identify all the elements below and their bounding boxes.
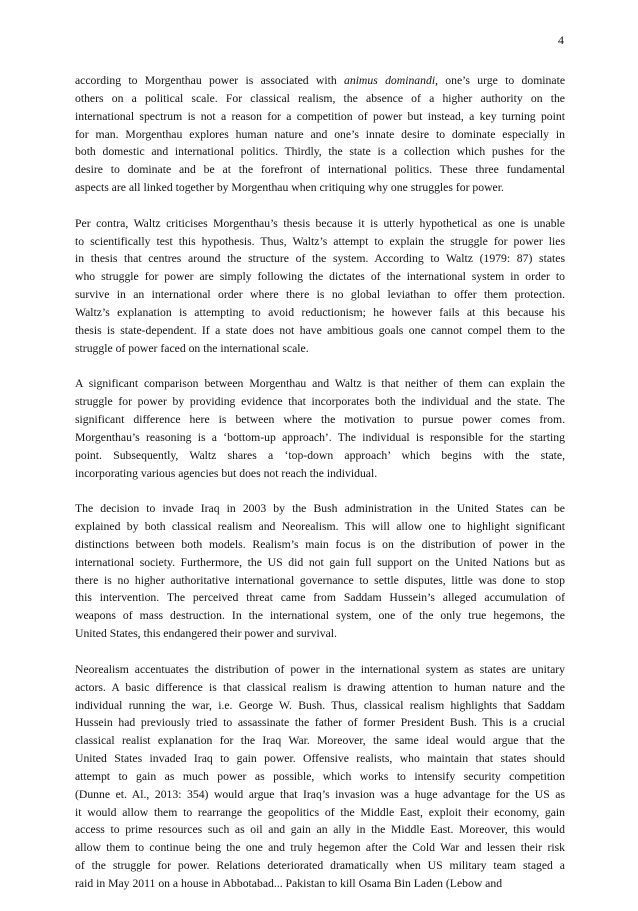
text-line bbox=[75, 572, 565, 590]
text-line bbox=[75, 161, 565, 179]
text-line bbox=[75, 250, 565, 268]
paragraph bbox=[75, 661, 565, 893]
text-segment: survive in an international order where there is no global leviathan to offer them protection. bbox=[75, 288, 565, 302]
text-segment: to scientifically test this hypothesis. Thus, Waltz’s attempt to explain the struggle for power lies bbox=[75, 234, 565, 248]
text-line bbox=[75, 839, 565, 857]
page-number: 4 bbox=[558, 33, 564, 47]
text-segment: international spectrum is not a reason for a competition of power but instead, a key turning point bbox=[75, 109, 565, 123]
text-line bbox=[75, 340, 565, 358]
text-line bbox=[75, 679, 565, 697]
text-line bbox=[75, 143, 565, 161]
text-segment: A significant comparison between Morgenthau and Waltz is that neither of them can explain the bbox=[75, 377, 565, 391]
text-segment: , one’s urge to dominate bbox=[435, 74, 566, 87]
text-segment: international society. Furthermore, the US did not gain full support on the United Nations but as bbox=[75, 555, 565, 569]
text-line bbox=[75, 90, 565, 108]
text-segment: others on a political scale. For classical realism, the absence of a higher authority on the bbox=[75, 91, 565, 105]
text-line bbox=[75, 750, 565, 768]
text-segment: access to prime resources such as oil and gain an ally in the Middle East. Moreover, this would bbox=[75, 823, 565, 837]
text-segment: who struggle for power are simply following the dictates of the international system in order to bbox=[75, 270, 565, 284]
text-line bbox=[75, 72, 565, 90]
text-line bbox=[75, 536, 565, 554]
text-line bbox=[75, 786, 565, 804]
text-line bbox=[75, 126, 565, 144]
text-line bbox=[75, 500, 565, 518]
text-line bbox=[75, 268, 565, 286]
text-line bbox=[75, 714, 565, 732]
text-line bbox=[75, 447, 565, 465]
text-line bbox=[75, 179, 565, 197]
text-line bbox=[75, 429, 565, 447]
paragraph bbox=[75, 215, 565, 358]
text-segment: of the struggle for power. Relations deteriorated dramatically when US military team staged a bbox=[75, 859, 565, 873]
text-line bbox=[75, 625, 565, 643]
text-segment: United States invaded Iraq to gain power. Offensive realists, who maintain that states should bbox=[75, 752, 565, 766]
text-segment: The decision to invade Iraq in 2003 by the Bush administration in the United States can be bbox=[75, 502, 565, 516]
text-segment: Waltz’s explanation is attempting to avoid reductionism; he however fails at this because his bbox=[75, 305, 565, 319]
text-segment: weapons of mass destruction. In the international system, one of the only true hegemons, the bbox=[75, 609, 565, 623]
paragraph bbox=[75, 375, 565, 482]
text-segment: there is no higher authoritative international governance to settle disputes, little was done to stop bbox=[75, 573, 565, 587]
text-line bbox=[75, 589, 565, 607]
text-segment: individual running the war, i.e. George W. Bush. Thus, classical realism highlights that Saddam bbox=[75, 698, 565, 712]
text-segment: United States, this endangered their power and survival. bbox=[75, 627, 337, 641]
text-segment: in thesis that centres around the structure of the system. According to Waltz (1979: 87) states bbox=[75, 252, 565, 266]
text-segment: according to Morgenthau power is associated with bbox=[75, 74, 344, 87]
text-line bbox=[75, 607, 565, 625]
text-line bbox=[75, 375, 565, 393]
text-segment: significant difference here is between where the motivation to pursue power comes from. bbox=[75, 413, 565, 427]
text-segment: Hussein had previously tried to assassinate the father of former President Bush. This is a crucial bbox=[75, 716, 565, 730]
text-line bbox=[75, 215, 565, 233]
text-line bbox=[75, 661, 565, 679]
text-line bbox=[75, 768, 565, 786]
text-segment: attempt to gain as much power as possible, which works to intensify security competition bbox=[75, 769, 565, 783]
text-line bbox=[75, 411, 565, 429]
text-segment: explained by both classical realism and Neorealism. This will allow one to highlight significant bbox=[75, 520, 565, 534]
text-segment: thesis is state-dependent. If a state does not have ambitious goals one cannot compel them to the bbox=[75, 323, 565, 337]
text-segment: point. Subsequently, Waltz shares a ‘top-down approach’ which begins with the state, bbox=[75, 448, 565, 462]
text-segment: Morgenthau’s reasoning is a ‘bottom-up approach’. The individual is responsible for the starting bbox=[75, 430, 565, 444]
text-segment: distinctions between both models. Realism’s main focus is on the distribution of power in the bbox=[75, 537, 565, 551]
text-segment: this intervention. The perceived threat came from Saddam Hussein’s alleged accumulation of bbox=[75, 591, 565, 605]
text-line bbox=[75, 465, 565, 483]
text-line bbox=[75, 732, 565, 750]
text-line bbox=[75, 875, 565, 893]
text-segment: aspects are all linked together by Morgenthau when critiquing why one struggles for power. bbox=[75, 181, 504, 195]
italic-term: animus dominandi bbox=[344, 74, 436, 87]
paragraph bbox=[75, 500, 565, 643]
paragraph bbox=[75, 72, 565, 197]
text-segment: it would allow them to rearrange the geopolitics of the Middle East, exploit their economy, gain bbox=[75, 805, 565, 819]
text-segment: allow them to continue being the one and truly hegemon after the Cold War and lessen their risk bbox=[75, 841, 565, 855]
text-line bbox=[75, 804, 565, 822]
text-segment: (Dunne et. Al., 2013: 354) would argue that Iraq’s invasion was a huge advantage for the US as bbox=[75, 787, 565, 801]
text-segment: actors. A basic difference is that classical realism is drawing attention to human nature and the bbox=[75, 680, 565, 694]
text-line bbox=[75, 821, 565, 839]
text-line bbox=[75, 108, 565, 126]
text-line bbox=[75, 233, 565, 251]
document-body bbox=[75, 72, 565, 911]
text-segment: Per contra, Waltz criticises Morgenthau’s thesis because it is utterly hypothetical as one is unable bbox=[75, 216, 565, 230]
text-segment: Neorealism accentuates the distribution of power in the international system as states are unitary bbox=[75, 662, 565, 676]
text-segment: struggle of power faced on the international scale. bbox=[75, 341, 309, 355]
text-line bbox=[75, 286, 565, 304]
text-segment: incorporating various agencies but does not reach the individual. bbox=[75, 466, 378, 480]
text-segment: raid in May 2011 on a house in Abbotabad... Pakistan to kill Osama Bin Laden (Lebow and bbox=[75, 876, 503, 890]
text-line bbox=[75, 857, 565, 875]
text-line bbox=[75, 697, 565, 715]
text-segment: for man. Morgenthau explores human nature and one’s innate desire to dominate especially in bbox=[75, 127, 565, 141]
text-segment: both domestic and international politics. Thirdly, the state is a collection which pushes for the bbox=[75, 145, 565, 159]
text-line bbox=[75, 322, 565, 340]
text-line bbox=[75, 304, 565, 322]
text-line bbox=[75, 554, 565, 572]
text-line bbox=[75, 393, 565, 411]
text-segment: struggle for power by providing evidence that incorporates both the individual and the state. The bbox=[75, 395, 565, 409]
text-segment: classical realist explanation for the Iraq War. Moreover, the same ideal would argue that the bbox=[75, 734, 565, 748]
text-line bbox=[75, 518, 565, 536]
text-segment: desire to dominate and be at the forefront of international politics. These three fundamental bbox=[75, 163, 565, 177]
